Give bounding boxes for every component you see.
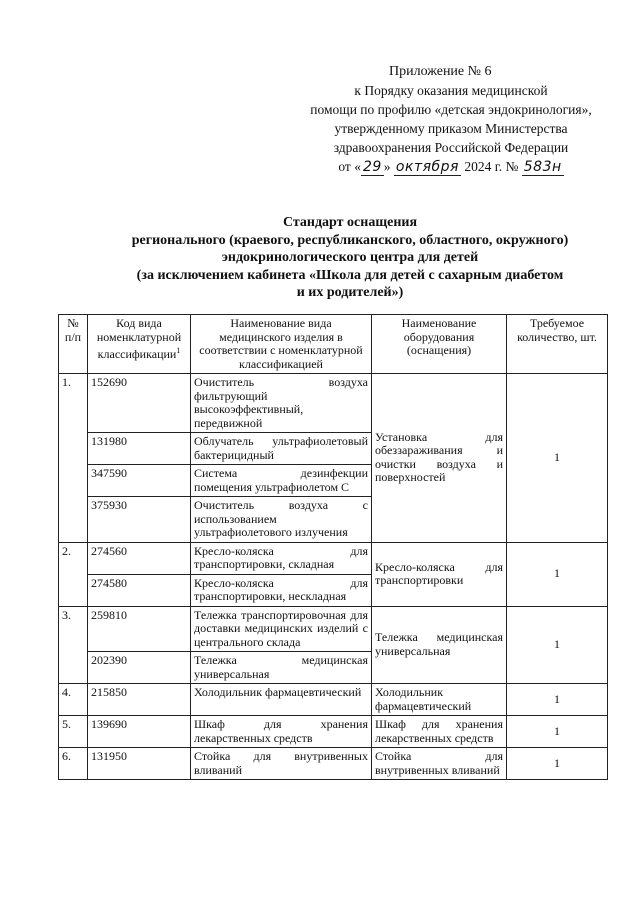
table-row: [59, 542, 608, 574]
row-number: 3.: [59, 606, 88, 684]
table-row: [59, 606, 608, 652]
equipment-table: [58, 314, 608, 780]
device-name: Облучатель ультрафиолетовый бактерицидный: [191, 433, 372, 465]
device-name: Кресло-коляска для транспортировки, нескладная: [191, 574, 372, 606]
appendix-number: Приложение № 6: [389, 64, 492, 79]
nomenclature-code: 215850: [88, 684, 191, 716]
device-name: Система дезинфекции помещения ультрафиолетом С: [191, 465, 372, 497]
title-line: и их родителей»): [296, 285, 404, 300]
table-row: [59, 374, 608, 433]
nomenclature-code: 152690: [88, 374, 191, 433]
nomenclature-code: 274560: [88, 542, 191, 574]
table-row: [59, 748, 608, 780]
document-title: [60, 214, 640, 302]
date-year: 2024 г. №: [464, 159, 519, 174]
appendix-line: к Порядку оказания медицинской: [354, 83, 548, 98]
appendix-line: здравоохранения Российской Федерации: [333, 140, 569, 155]
device-name: Тележка транспортировочная для доставки медицинских изделий с центрального склада: [191, 606, 372, 652]
nomenclature-code: 202390: [88, 652, 191, 684]
device-name: Холодильник фармацевтический: [191, 684, 372, 716]
appendix-line: утвержденному приказом Министерства: [334, 121, 568, 136]
title-line: эндокринологического центра для детей: [221, 250, 479, 265]
appendix-block: [286, 62, 616, 177]
header-code: [88, 315, 191, 374]
device-name: Тележка медицинская универсальная: [191, 652, 372, 684]
order-date-line: [286, 157, 616, 177]
nomenclature-code: 375930: [88, 497, 191, 543]
equipment-name: Шкаф для хранения лекарственных средств: [372, 716, 507, 748]
table-header-row: [59, 315, 608, 374]
title-line: Стандарт оснащения: [282, 215, 418, 230]
header-equipment: Наименование оборудования (оснащения): [372, 315, 507, 374]
nomenclature-code: 347590: [88, 465, 191, 497]
required-quantity: 1: [507, 748, 608, 780]
header-num: № п/п: [59, 315, 88, 374]
date-prefix: от «: [338, 159, 361, 174]
row-number: 4.: [59, 684, 88, 716]
required-quantity: 1: [507, 542, 608, 606]
row-number: 6.: [59, 748, 88, 780]
row-number: 2.: [59, 542, 88, 606]
date-quote: »: [383, 159, 391, 174]
table-row: [59, 684, 608, 716]
appendix-line: помощи по профилю «детская эндокринология»,: [310, 102, 592, 117]
device-name: Очиститель воздуха фильтрующий высокоэффективный, передвижной: [191, 374, 372, 433]
device-name: Очиститель воздуха с использованием ультрафиолетового излучения: [191, 497, 372, 543]
nomenclature-code: 131980: [88, 433, 191, 465]
header-qty: Требуемое количество, шт.: [507, 315, 608, 374]
order-number: 583н: [523, 159, 562, 175]
table-row: [59, 716, 608, 748]
title-line: регионального (краевого, республиканского, областного, окружного): [131, 232, 569, 248]
table-body: [59, 374, 608, 780]
device-name: Кресло-коляска для транспортировки, складная: [191, 542, 372, 574]
required-quantity: 1: [507, 374, 608, 543]
row-number: 5.: [59, 716, 88, 748]
nomenclature-code: 131950: [88, 748, 191, 780]
header-code-text: Код вида номенклатурной классификации: [96, 316, 182, 361]
nomenclature-code: 274580: [88, 574, 191, 606]
required-quantity: 1: [507, 606, 608, 684]
footnote-mark: 1: [176, 346, 181, 355]
required-quantity: 1: [507, 716, 608, 748]
equipment-name: Установка для обеззараживания и очистки воздуха и поверхностей: [372, 374, 507, 543]
row-number: 1.: [59, 374, 88, 543]
device-name: Шкаф для хранения лекарственных средств: [191, 716, 372, 748]
nomenclature-code: 259810: [88, 606, 191, 652]
equipment-name: Стойка для внутривенных вливаний: [372, 748, 507, 780]
equipment-name: Кресло-коляска для транспортировки: [372, 542, 507, 606]
nomenclature-code: 139690: [88, 716, 191, 748]
equipment-name: Холодильник фармацевтический: [372, 684, 507, 716]
title-line: (за исключением кабинета «Школа для детей с сахарным диабетом: [136, 267, 564, 283]
date-day: 29: [362, 159, 382, 175]
required-quantity: 1: [507, 684, 608, 716]
device-name: Стойка для внутривенных вливаний: [191, 748, 372, 780]
date-month: октября: [395, 159, 459, 175]
header-name: Наименование вида медицинского изделия в соответствии с номенклатурной классификацией: [191, 315, 372, 374]
equipment-name: Тележка медицинская универсальная: [372, 606, 507, 684]
